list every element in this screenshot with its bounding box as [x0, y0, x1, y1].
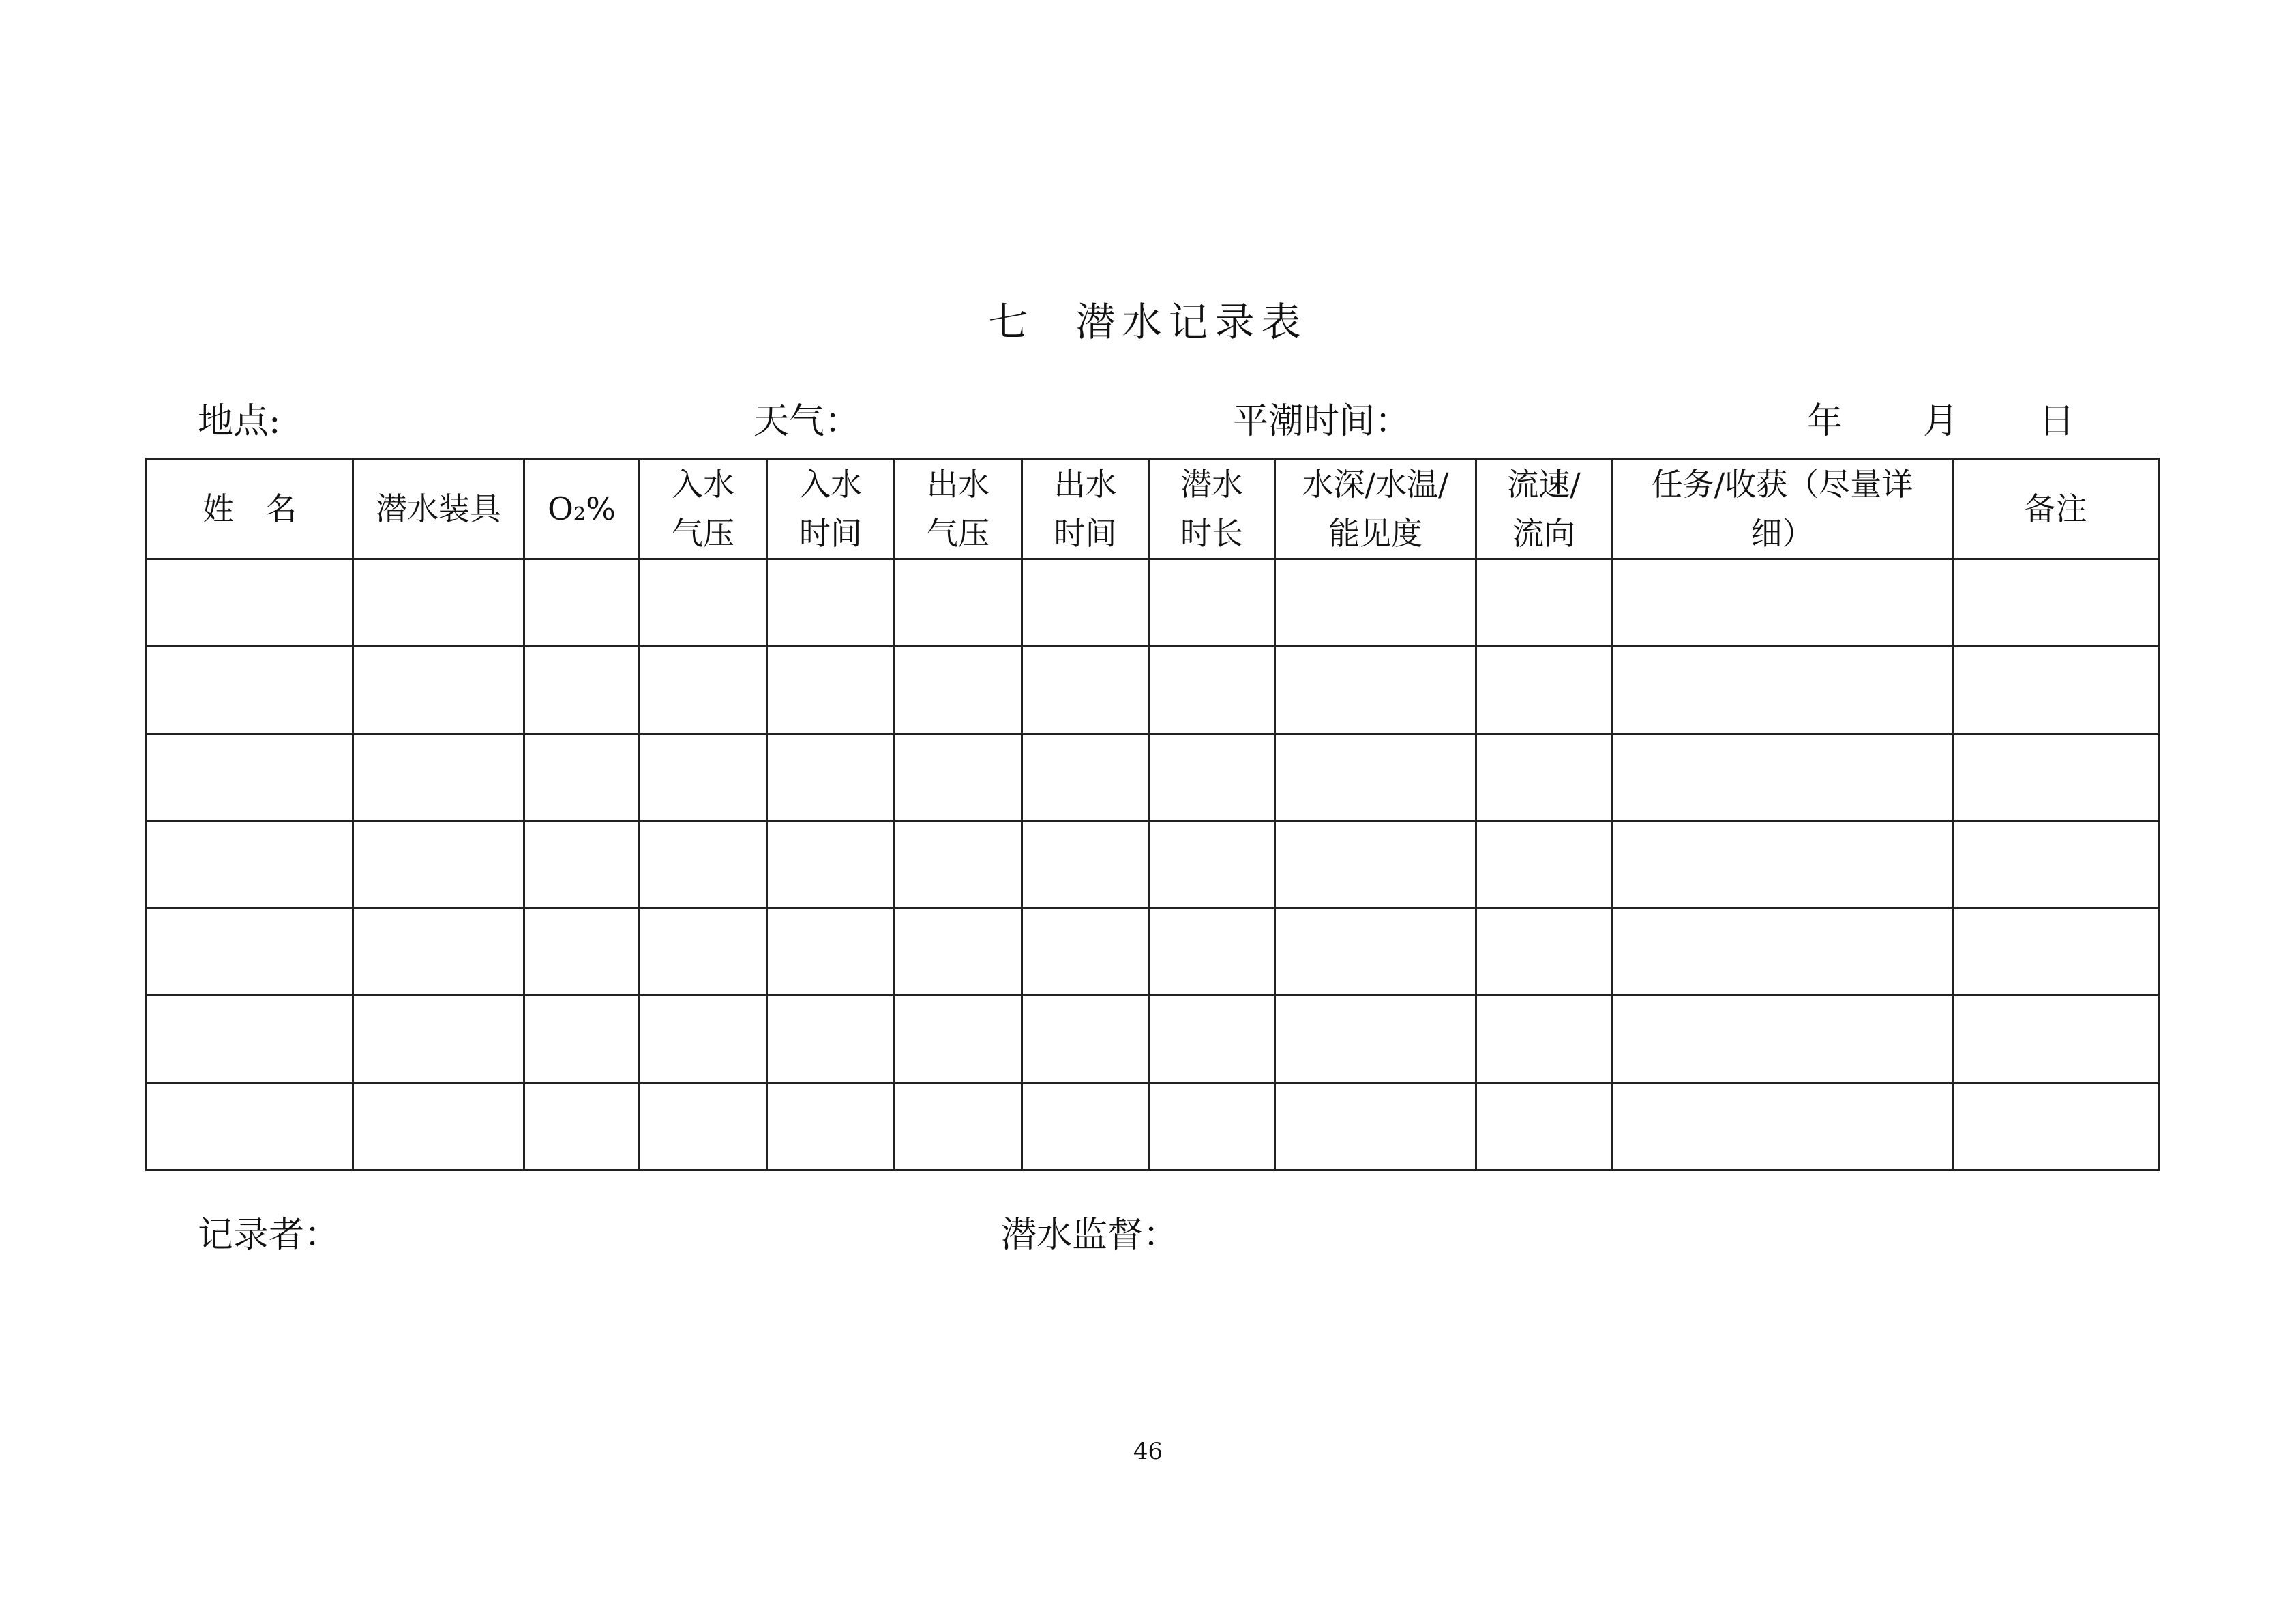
table-cell[interactable] [640, 647, 767, 734]
table-cell[interactable] [767, 647, 895, 734]
table-row [147, 996, 2159, 1083]
table-row [147, 1083, 2159, 1170]
table-cell[interactable] [1953, 996, 2159, 1083]
table-cell[interactable] [1953, 734, 2159, 821]
dive-log-table [145, 458, 2160, 1171]
column-header-line: 气压 [927, 515, 989, 552]
recorder-label: 记录者： [198, 1215, 340, 1256]
title-number: 七 [988, 299, 1035, 345]
page-title [0, 290, 2296, 347]
table-cell[interactable] [147, 734, 353, 821]
table-cell[interactable] [1275, 996, 1476, 1083]
table-cell[interactable] [1612, 909, 1953, 996]
title-text: 潜水记录表 [1075, 299, 1308, 345]
table-cell[interactable] [1275, 821, 1476, 909]
table-cell[interactable] [1275, 1083, 1476, 1170]
table-header [147, 459, 2159, 559]
table-cell[interactable] [524, 909, 640, 996]
column-header [353, 459, 524, 559]
column-header-line: 时间 [799, 515, 862, 552]
table-cell[interactable] [1612, 996, 1953, 1083]
table-cell[interactable] [147, 821, 353, 909]
table-row [147, 821, 2159, 909]
table-cell[interactable] [1476, 1083, 1612, 1170]
table-cell[interactable] [353, 1083, 524, 1170]
table-cell[interactable] [767, 1083, 895, 1170]
table-cell[interactable] [353, 909, 524, 996]
column-header-line: 流向 [1512, 515, 1575, 552]
column-header-line: 入水 [799, 466, 862, 503]
table-cell[interactable] [1476, 559, 1612, 647]
column-header-line: 任务/收获（尽量详 [1651, 466, 1913, 503]
table-cell[interactable] [147, 647, 353, 734]
table-cell[interactable] [767, 734, 895, 821]
table-cell[interactable] [147, 909, 353, 996]
table-cell[interactable] [1953, 1083, 2159, 1170]
table-cell[interactable] [353, 996, 524, 1083]
table-cell[interactable] [524, 559, 640, 647]
location-label: 地点: [198, 401, 281, 442]
table-cell[interactable] [353, 559, 524, 647]
table-cell[interactable] [1476, 909, 1612, 996]
table-cell[interactable] [1612, 559, 1953, 647]
table-cell[interactable] [1275, 647, 1476, 734]
table-cell[interactable] [1476, 821, 1612, 909]
column-header-line: 能见度 [1328, 515, 1422, 552]
table-cell[interactable] [1149, 909, 1275, 996]
table-cell[interactable] [640, 821, 767, 909]
table-cell[interactable] [1022, 1083, 1149, 1170]
table-cell[interactable] [1149, 647, 1275, 734]
page-number: 46 [1133, 1438, 1163, 1465]
table-body [147, 559, 2159, 1170]
table-cell[interactable] [524, 996, 640, 1083]
column-header-line: 备注 [2024, 490, 2087, 527]
column-header-line: O₂% [548, 490, 616, 527]
table-cell[interactable] [640, 1083, 767, 1170]
table-cell[interactable] [1022, 996, 1149, 1083]
column-header [147, 459, 353, 559]
table-cell[interactable] [767, 909, 895, 996]
table-cell[interactable] [895, 647, 1022, 734]
table-cell[interactable] [895, 909, 1022, 996]
table-cell[interactable] [1953, 909, 2159, 996]
table-cell[interactable] [353, 647, 524, 734]
table-cell[interactable] [1275, 909, 1476, 996]
table-cell[interactable] [895, 821, 1022, 909]
column-header-line: 出水 [1054, 466, 1117, 503]
table-cell[interactable] [1275, 559, 1476, 647]
table-row [147, 909, 2159, 996]
column-header [1953, 459, 2159, 559]
table-cell[interactable] [1149, 1083, 1275, 1170]
table-cell[interactable] [1953, 647, 2159, 734]
weather-label: 天气： [754, 401, 861, 442]
column-header [1612, 459, 1953, 559]
table-cell[interactable] [147, 559, 353, 647]
column-header [895, 459, 1022, 559]
column-header-line: 出水 [927, 466, 989, 503]
table-cell[interactable] [640, 559, 767, 647]
table-cell[interactable] [895, 734, 1022, 821]
table-cell[interactable] [640, 996, 767, 1083]
table-cell[interactable] [767, 559, 895, 647]
column-header-line: 水深/水温/ [1302, 466, 1449, 503]
column-header [1275, 459, 1476, 559]
table-cell[interactable] [147, 1083, 353, 1170]
table-cell[interactable] [640, 734, 767, 821]
table-cell[interactable] [1612, 1083, 1953, 1170]
table-cell[interactable] [1022, 647, 1149, 734]
column-header [1022, 459, 1149, 559]
table-cell[interactable] [1022, 559, 1149, 647]
year-label: 年 [1807, 401, 1843, 442]
table-cell[interactable] [353, 734, 524, 821]
table-cell[interactable] [1612, 821, 1953, 909]
table-cell[interactable] [767, 821, 895, 909]
column-header-line: 气压 [672, 515, 734, 552]
column-header-line: 时长 [1180, 515, 1243, 552]
table-cell[interactable] [1022, 909, 1149, 996]
table-cell[interactable] [1022, 734, 1149, 821]
table-cell[interactable] [1149, 559, 1275, 647]
table-cell[interactable] [1149, 734, 1275, 821]
table-cell[interactable] [524, 1083, 640, 1170]
column-header-line: 时间 [1054, 515, 1117, 552]
table-cell[interactable] [895, 1083, 1022, 1170]
table-cell[interactable] [524, 734, 640, 821]
table-row [147, 734, 2159, 821]
table-cell[interactable] [1476, 996, 1612, 1083]
table-cell[interactable] [1275, 734, 1476, 821]
column-header [1149, 459, 1275, 559]
table-row [147, 647, 2159, 734]
column-header-line: 流速/ [1507, 466, 1581, 503]
column-header-line: 姓 名 [203, 490, 297, 527]
table-cell[interactable] [895, 996, 1022, 1083]
table-cell[interactable] [353, 821, 524, 909]
column-header-line: 潜水 [1180, 466, 1243, 503]
table-cell[interactable] [895, 559, 1022, 647]
column-header [1476, 459, 1612, 559]
column-header [767, 459, 895, 559]
table-cell[interactable] [1953, 821, 2159, 909]
table-cell[interactable] [1022, 821, 1149, 909]
month-label: 月 [1923, 401, 1959, 442]
header-row [147, 459, 2159, 559]
table-cell[interactable] [1953, 559, 2159, 647]
table-cell[interactable] [1612, 734, 1953, 821]
table-cell[interactable] [524, 821, 640, 909]
table-cell[interactable] [1476, 647, 1612, 734]
table-cell[interactable] [1476, 734, 1612, 821]
column-header [640, 459, 767, 559]
table-cell[interactable] [1612, 647, 1953, 734]
table-row [147, 559, 2159, 647]
table-cell[interactable] [524, 647, 640, 734]
table-cell[interactable] [1149, 996, 1275, 1083]
table-cell[interactable] [640, 909, 767, 996]
table-cell[interactable] [767, 996, 895, 1083]
column-header [524, 459, 640, 559]
table-cell[interactable] [1149, 821, 1275, 909]
table-cell[interactable] [147, 996, 353, 1083]
tide-time-label: 平潮时间： [1233, 401, 1411, 442]
column-header-line: 入水 [672, 466, 734, 503]
dive-supervisor-label: 潜水监督： [1001, 1215, 1179, 1256]
column-header-line: 潜水装具 [376, 490, 501, 527]
column-header-line: 细） [1750, 515, 1814, 552]
day-label: 日 [2039, 401, 2075, 442]
